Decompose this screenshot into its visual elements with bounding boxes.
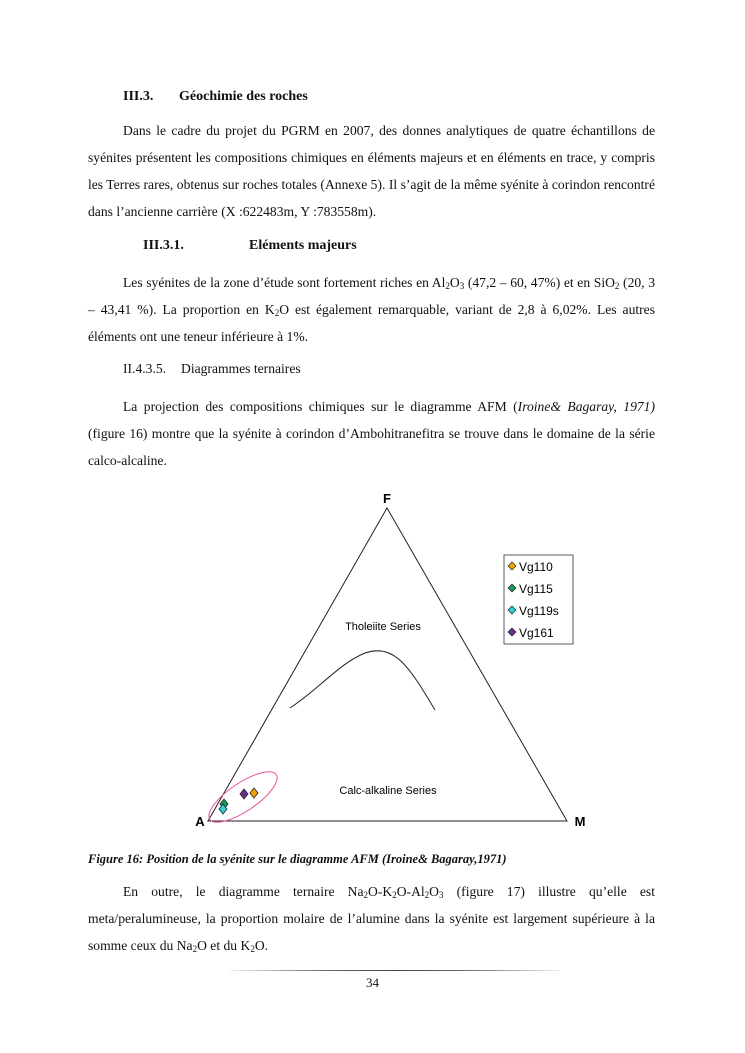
sample-vg110-point <box>250 788 258 798</box>
afm-paragraph: La projection des compositions chimiques sur le diagramme AFM (Iroine& Bagaray, 1971) (figure 16) montre que la syénite à corindon d’Ambohitranefitra se trouve dans le domaine de la série calco-alcaline. <box>88 399 656 468</box>
subsection-number: III.3.1. <box>143 238 184 253</box>
legend-vg115-label: Vg115 <box>519 582 553 596</box>
section-number: III.3. <box>123 89 154 104</box>
vertex-m-label: M <box>574 814 586 829</box>
citation: Iroine& Bagaray, 1971) <box>517 399 656 414</box>
page-number: 34 <box>366 975 379 990</box>
sample-vg161-point <box>240 789 248 799</box>
legend <box>504 555 573 644</box>
closing-paragraph: En outre, le diagramme ternaire $Na_2O-K_2O-Al_2O_3$ (figure 17) illustre qu’elle est meta/peralumineuse, la proportion molaire de l’alumine dans la syénite est largement supérieure à la somme ceux du $Na_2O$ et du $K_2O$. <box>88 884 655 954</box>
subsection-heading <box>143 238 357 254</box>
vertex-f-label: F <box>383 491 391 506</box>
vertex-a-label: A <box>195 814 205 829</box>
legend-vg110-label: Vg110 <box>519 560 553 574</box>
subsubsection-title: Diagrammes ternaires <box>181 361 301 376</box>
subsection-title: Eléments majeurs <box>249 238 357 253</box>
calc-alkaline-label: Calc-alkaline Series <box>339 785 437 797</box>
legend-vg161-label: Vg161 <box>519 626 554 640</box>
footer-divider <box>230 970 560 971</box>
legend-vg119s-label: Vg119s <box>519 604 559 618</box>
tholeiite-label: Tholeiite Series <box>345 621 421 633</box>
intro-paragraph <box>88 117 655 225</box>
section-heading <box>123 89 308 105</box>
afm-diagram <box>190 488 600 833</box>
subsubsection-number: II.4.3.5. <box>123 361 167 376</box>
boundary-curve <box>290 651 435 710</box>
subsubsection-heading <box>123 361 301 377</box>
section-title: Géochimie des roches <box>179 89 308 104</box>
figure-caption: Figure 16: Position de la syénite sur le diagramme AFM (Iroine& Bagaray,1971) <box>88 852 507 866</box>
intro-text: Dans le cadre du projet du PGRM en 2007, des donnes analytiques de quatre échantillons de syénites présentent les compositions chimiques en éléments majeurs et en éléments en trace, y compris les Terres rares, obtenus sur roches totales (Annexe 5). Il s’agit de la même syénite à corindon rencontré dans l’ancienne carrière (X :622483m, Y :783558m). <box>88 123 655 219</box>
majors-paragraph: Les syénites de la zone d’étude sont fortement riches en $Al_2O_3$ (47,2 – 60, 47%) et en SiO$_2$ (20, 3 – 43,41 %). La proportion en $K_2O$ est également remarquable, variant de 2,8 à 6,02%. Les autres éléments ont une teneur inférieure à 1%. <box>88 275 655 344</box>
